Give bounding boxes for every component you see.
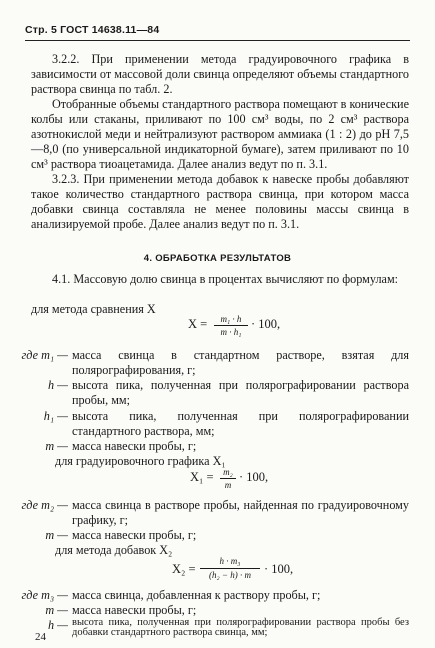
definition-text: масса свинца в стандартном растворе, взятая для полярографирования, г; xyxy=(72,348,409,377)
comparison-formula-lhs: X = xyxy=(188,317,208,331)
section-heading: 4. ОБРАБОТКА РЕЗУЛЬТАТОВ xyxy=(143,253,292,264)
paragraph-3-2-3: 3.2.3. При применении метода добавок к навеске пробы добавляют такое количество стандартного раствора свинца, при котором масса добавки свинца составляла не менее половины массы свинца в анализируемой пробе. Далее анализ ведут по п. 3.1. xyxy=(31,172,409,231)
addition-numerator: h · m₃ xyxy=(219,556,241,566)
definition-text: масса навески пробы, г; xyxy=(72,528,197,542)
paragraph-selected-volumes: Отобранные объемы стандартного раствора помещают в конические колбы или стаканы, приливают по 100 см³ воды, по 2 см³ раствора азотнокислой меди и нейтрализуют раствором аммиака (1 : 2) до pH 7,5—8,0 (по универсальной индикаторной бумаге), затем приливают по 10 см³ раствора тиоацетамида. Далее анализ ведут по п. 3.1. xyxy=(31,97,409,171)
comparison-denominator: m · h₁ xyxy=(220,327,242,337)
calibration-formula-lhs: X₁ = xyxy=(190,470,214,484)
paragraph-4-1: 4.1. Массовую долю свинца в процентах вычисляют по формулам: xyxy=(52,272,399,286)
def-symbol: h₁ — xyxy=(43,409,68,423)
addition-intro: для метода добавок X₂ xyxy=(55,543,173,557)
page-header: Стр. 5 ГОСТ 14638.11—84 xyxy=(25,24,160,36)
definition-text: высота пика, полученная при полярографировании стандартного раствора, мм; xyxy=(72,409,409,438)
def-symbol: m — xyxy=(45,603,68,617)
comparison-numerator: m₁ · h xyxy=(220,314,242,324)
calibration-denominator: m xyxy=(224,480,232,490)
definition-text: высота пика, полученная при полярографировании раствора пробы, мм; xyxy=(72,378,409,407)
comparison-fraction-bar xyxy=(214,325,248,326)
def-symbol: h — xyxy=(48,618,68,632)
calibration-formula-tail: · 100, xyxy=(239,470,269,484)
definition-text: высота пика, полученная при полярографировании раствора пробы без добавки стандартного раствора свинца, мм; xyxy=(72,617,409,638)
calibration-fraction-bar xyxy=(220,478,236,479)
def-symbol: где m₃ — xyxy=(21,588,68,602)
calibration-numerator: m₂ xyxy=(223,467,233,477)
definition-text: масса навески пробы, г; xyxy=(72,603,197,617)
calibration-intro: для градуировочного графика X₁ xyxy=(55,454,226,468)
def-symbol: m — xyxy=(45,439,68,453)
addition-fraction-bar xyxy=(200,568,260,569)
addition-denominator: (h₂ − h) · m xyxy=(209,570,251,580)
def-symbol: m — xyxy=(45,528,68,542)
header-rule xyxy=(25,40,410,41)
definition-text: масса навески пробы, г; xyxy=(72,439,197,453)
def-symbol: где m₁ — xyxy=(21,348,68,362)
comparison-intro: для метода сравнения X xyxy=(31,302,156,316)
paragraph-3-2-2: 3.2.2. При применении метода градуировочного графика в зависимости от массовой доли свинца определяют объемы стандартного раствора свинца по табл. 2. xyxy=(31,52,409,96)
definition-text: масса свинца в растворе пробы, найденная по градуировочному графику, г; xyxy=(72,498,409,527)
definition-text: масса свинца, добавленная к раствору пробы, г; xyxy=(72,588,321,602)
def-symbol: h — xyxy=(48,378,68,392)
addition-formula-tail: · 100, xyxy=(264,562,294,576)
def-symbol: где m₂ — xyxy=(21,498,68,512)
addition-formula-lhs: X₂ = xyxy=(172,562,196,576)
comparison-formula-tail: · 100, xyxy=(251,317,281,331)
page-number: 24 xyxy=(35,631,46,643)
